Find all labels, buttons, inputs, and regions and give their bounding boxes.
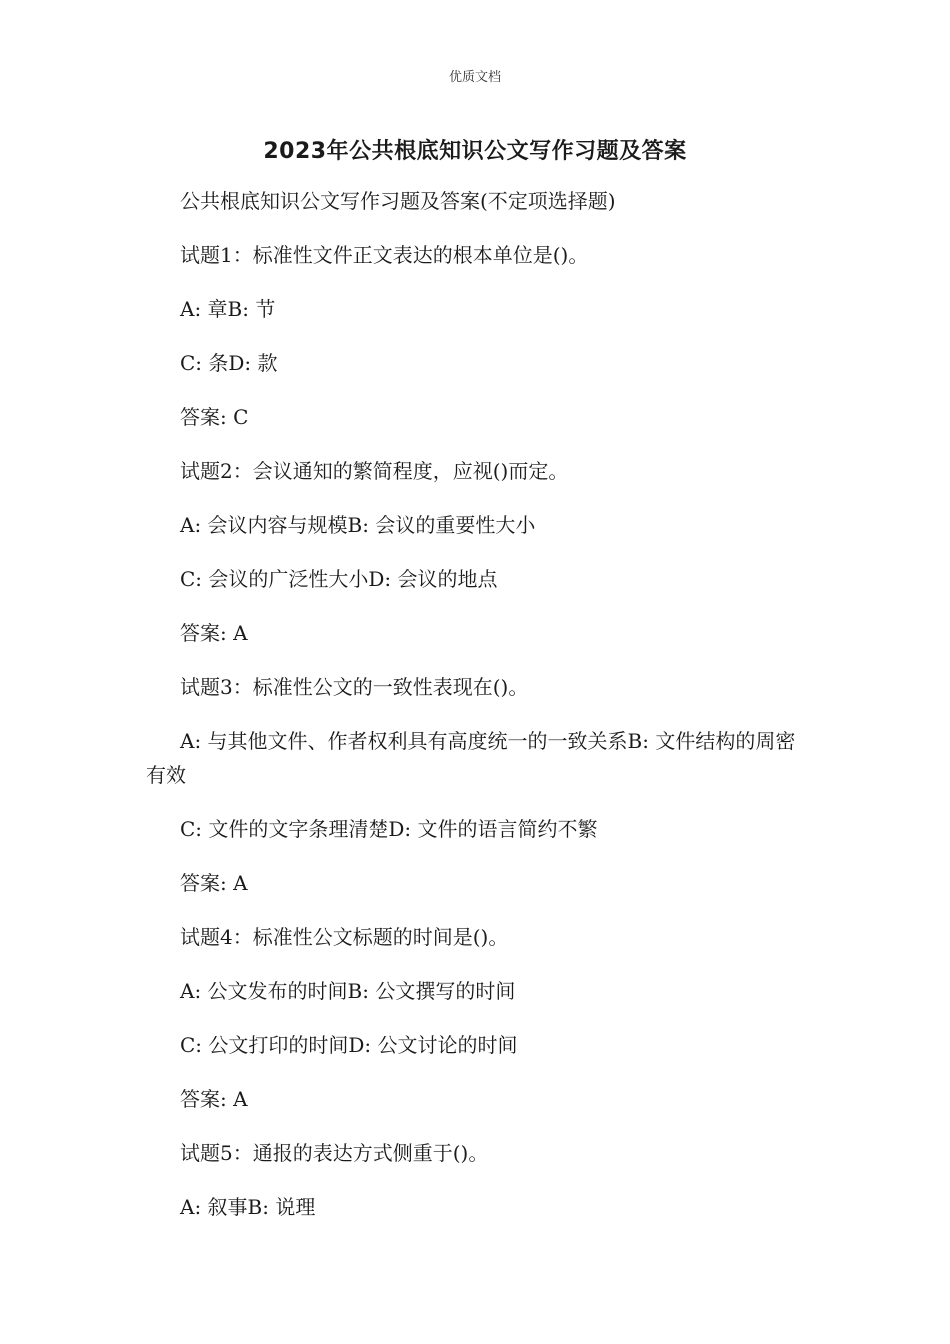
question-4-options-ab: A: 公文发布的时间B: 公文撰写的时间 xyxy=(180,979,516,1003)
question-3-options-ab: A: 与其他文件、作者权利具有高度统一的一致关系B: 文件结构的周密有效 xyxy=(146,729,796,787)
question-2-options-cd: C: 会议的广泛性大小D: 会议的地点 xyxy=(180,567,498,591)
question-2: 试题2：会议通知的繁简程度，应视()而定。 xyxy=(180,459,569,483)
document-body xyxy=(146,184,796,1244)
question-4: 试题4：标准性公文标题的时间是()。 xyxy=(180,925,509,949)
question-3-options-cd: C: 文件的文字条理清楚D: 文件的语言简约不繁 xyxy=(180,817,598,841)
question-5-options-ab: A: 叙事B: 说理 xyxy=(180,1195,316,1219)
paragraph-subtitle: 公共根底知识公文写作习题及答案(不定项选择题) xyxy=(180,189,616,213)
question-2-options-ab: A: 会议内容与规模B: 会议的重要性大小 xyxy=(180,513,536,537)
question-2-answer: 答案: A xyxy=(180,621,248,645)
question-3-answer: 答案: A xyxy=(180,871,248,895)
document-title: 2023年公共根底知识公文写作习题及答案 xyxy=(263,139,687,164)
question-3: 试题3：标准性公文的一致性表现在()。 xyxy=(180,675,529,699)
question-4-answer: 答案: A xyxy=(180,1087,248,1111)
question-1-options-ab: A: 章B: 节 xyxy=(180,297,276,321)
question-1: 试题1：标准性文件正文表达的根本单位是()。 xyxy=(180,243,589,267)
question-5: 试题5：通报的表达方式侧重于()。 xyxy=(180,1141,489,1165)
header-note: 优质文档 xyxy=(448,70,501,85)
question-1-options-cd: C: 条D: 款 xyxy=(180,351,278,375)
question-1-answer: 答案: C xyxy=(180,405,249,429)
question-4-options-cd: C: 公文打印的时间D: 公文讨论的时间 xyxy=(180,1033,518,1057)
